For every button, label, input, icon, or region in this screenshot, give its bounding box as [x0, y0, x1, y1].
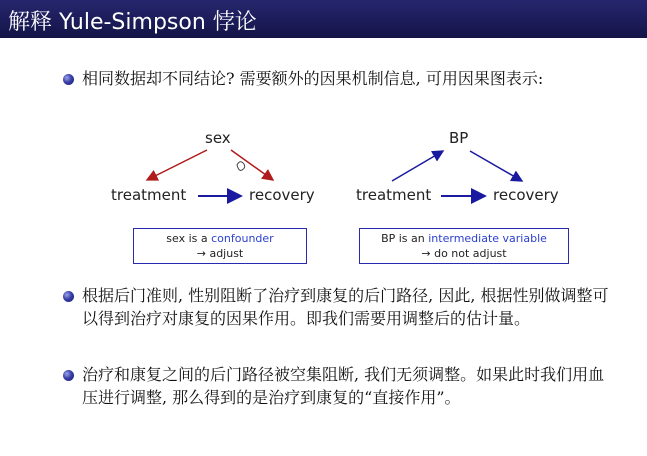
- intermediate-note-box: [359, 228, 569, 264]
- bullet-text-3: 治疗和康复之间的后门路径被空集阻断, 我们无须调整。如果此时我们用血压进行调整, 那么得到的是治疗到康复的“直接作用”。: [82, 365, 605, 407]
- arrow-treatment-to-bp: [392, 151, 443, 181]
- node-treatment-right: treatment: [356, 186, 432, 204]
- box-left-prefix: sex is a: [166, 232, 212, 245]
- box-right-line2: → do not adjust: [421, 247, 507, 260]
- bullet-icon: [63, 370, 74, 381]
- arrow-sex-to-treatment: [147, 150, 207, 180]
- node-sex: sex: [205, 129, 231, 147]
- box-right-prefix: BP is an: [381, 232, 429, 245]
- box-left-line2: → adjust: [196, 247, 244, 260]
- node-bp: BP: [449, 129, 469, 147]
- node-recovery-left: recovery: [249, 186, 315, 204]
- hand-cursor-icon: [237, 162, 245, 171]
- bullet-icon: [63, 291, 74, 302]
- node-treatment-left: treatment: [111, 186, 187, 204]
- confounder-note-box: [133, 228, 307, 264]
- slide-title: 解释 Yule-Simpson 悖论: [8, 10, 257, 35]
- box-right-highlight: intermediate variable: [428, 232, 547, 245]
- arrow-bp-to-recovery: [470, 151, 522, 181]
- box-left-highlight: confounder: [211, 232, 274, 245]
- bullet-text-2: 根据后门准则, 性别阻断了治疗到康复的后门路径, 因此, 根据性别做调整可以得到治疗对康复的因果作用。即我们需要用调整后的估计量。: [82, 286, 609, 328]
- bullet-text-1: 相同数据却不同结论? 需要额外的因果机制信息, 可用因果图表示:: [82, 69, 544, 88]
- node-recovery-right: recovery: [493, 186, 559, 204]
